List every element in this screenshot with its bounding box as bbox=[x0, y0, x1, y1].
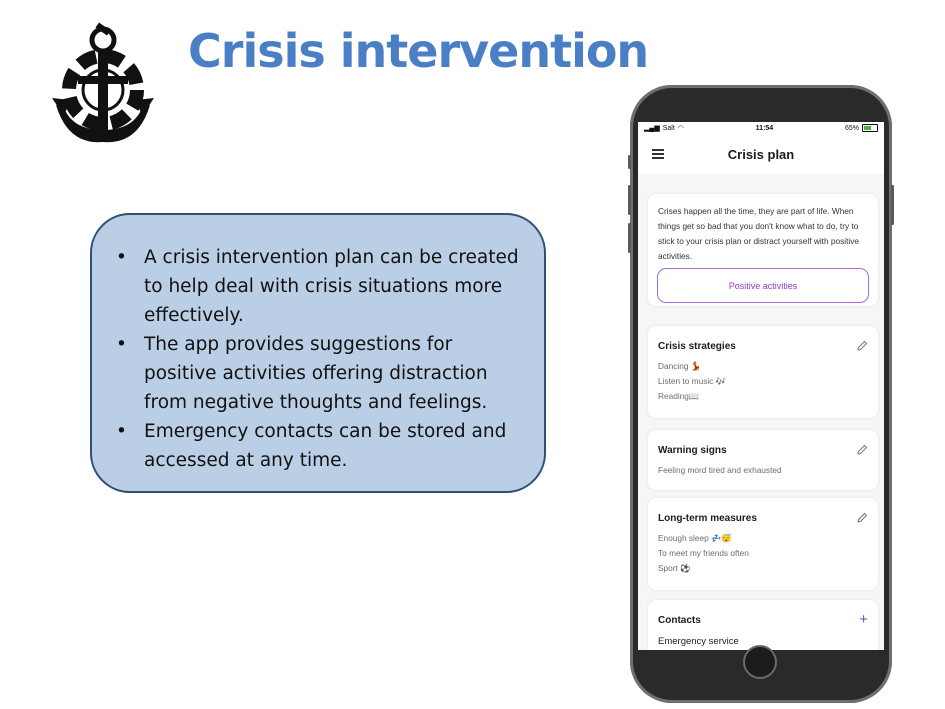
card-title: Crisis strategies bbox=[658, 340, 736, 352]
bullet-item: • The app provides suggestions for positive activities offering distraction from negative thoughts and feelings. bbox=[116, 334, 488, 413]
carrier-label: Salt bbox=[662, 124, 675, 132]
edit-pencil-icon[interactable] bbox=[856, 512, 868, 524]
list-item: Listen to music 🎶 bbox=[658, 376, 726, 386]
bullet-text: A crisis intervention plan can be created to help deal with crisis situations more effectively. bbox=[144, 247, 519, 326]
intro-text: Crises happen all the time, they are part of life. When things get so bad that you don't know what to do, try to stick to your crisis plan or distract yourself with positive activities. bbox=[658, 206, 860, 261]
bullet-item: • Emergency contacts can be stored and accessed at any time. bbox=[116, 421, 507, 471]
anchor-lifebuoy-icon bbox=[48, 20, 158, 148]
battery-percent: 65% bbox=[844, 124, 859, 132]
list-item: Dancing 💃 bbox=[658, 361, 702, 371]
bullet-list bbox=[112, 243, 524, 475]
add-contact-plus-icon[interactable]: + bbox=[859, 611, 868, 628]
long-term-measures-card[interactable] bbox=[648, 498, 878, 590]
phone-screen bbox=[638, 122, 884, 650]
info-box bbox=[90, 213, 546, 493]
card-title: Warning signs bbox=[658, 444, 727, 456]
intro-card bbox=[648, 194, 878, 306]
bullet-text: The app provides suggestions for positive activities offering distraction from negative thoughts and feelings. bbox=[144, 334, 488, 413]
slide-title: Crisis intervention bbox=[188, 24, 649, 78]
screen-title: Crisis plan bbox=[727, 146, 795, 162]
positive-activities-button[interactable]: Positive activities bbox=[657, 268, 869, 303]
signal-icon: ▂▄▆ bbox=[644, 125, 660, 132]
card-title: Long-term measures bbox=[658, 512, 757, 524]
home-button[interactable] bbox=[743, 645, 777, 679]
list-item: Enough sleep 💤😴 bbox=[658, 533, 732, 543]
card-title: Contacts bbox=[658, 614, 701, 626]
list-item: To meet my friends often bbox=[658, 548, 749, 558]
nav-bar bbox=[638, 134, 884, 174]
wifi-icon: ◠ bbox=[677, 125, 684, 132]
contacts-card[interactable] bbox=[648, 600, 878, 650]
edit-pencil-icon[interactable] bbox=[856, 340, 868, 352]
crisis-strategies-card[interactable] bbox=[648, 326, 878, 418]
list-item: Feeling mord tired and exhausted bbox=[658, 465, 782, 475]
bullet-text: Emergency contacts can be stored and accessed at any time. bbox=[144, 421, 507, 471]
hamburger-menu-icon[interactable] bbox=[652, 149, 664, 159]
contact-item[interactable]: Emergency service bbox=[658, 636, 739, 647]
list-item: Sport ⚽ bbox=[658, 563, 691, 573]
list-item: Reading📖 bbox=[658, 391, 700, 401]
edit-pencil-icon[interactable] bbox=[856, 444, 868, 456]
status-time: 11:54 bbox=[755, 124, 774, 132]
phone-mockup bbox=[630, 85, 892, 703]
bullet-item: • A crisis intervention plan can be created to help deal with crisis situations more effectively. bbox=[116, 247, 519, 326]
battery-icon bbox=[862, 124, 878, 132]
warning-signs-card[interactable] bbox=[648, 430, 878, 490]
status-bar bbox=[638, 122, 884, 134]
